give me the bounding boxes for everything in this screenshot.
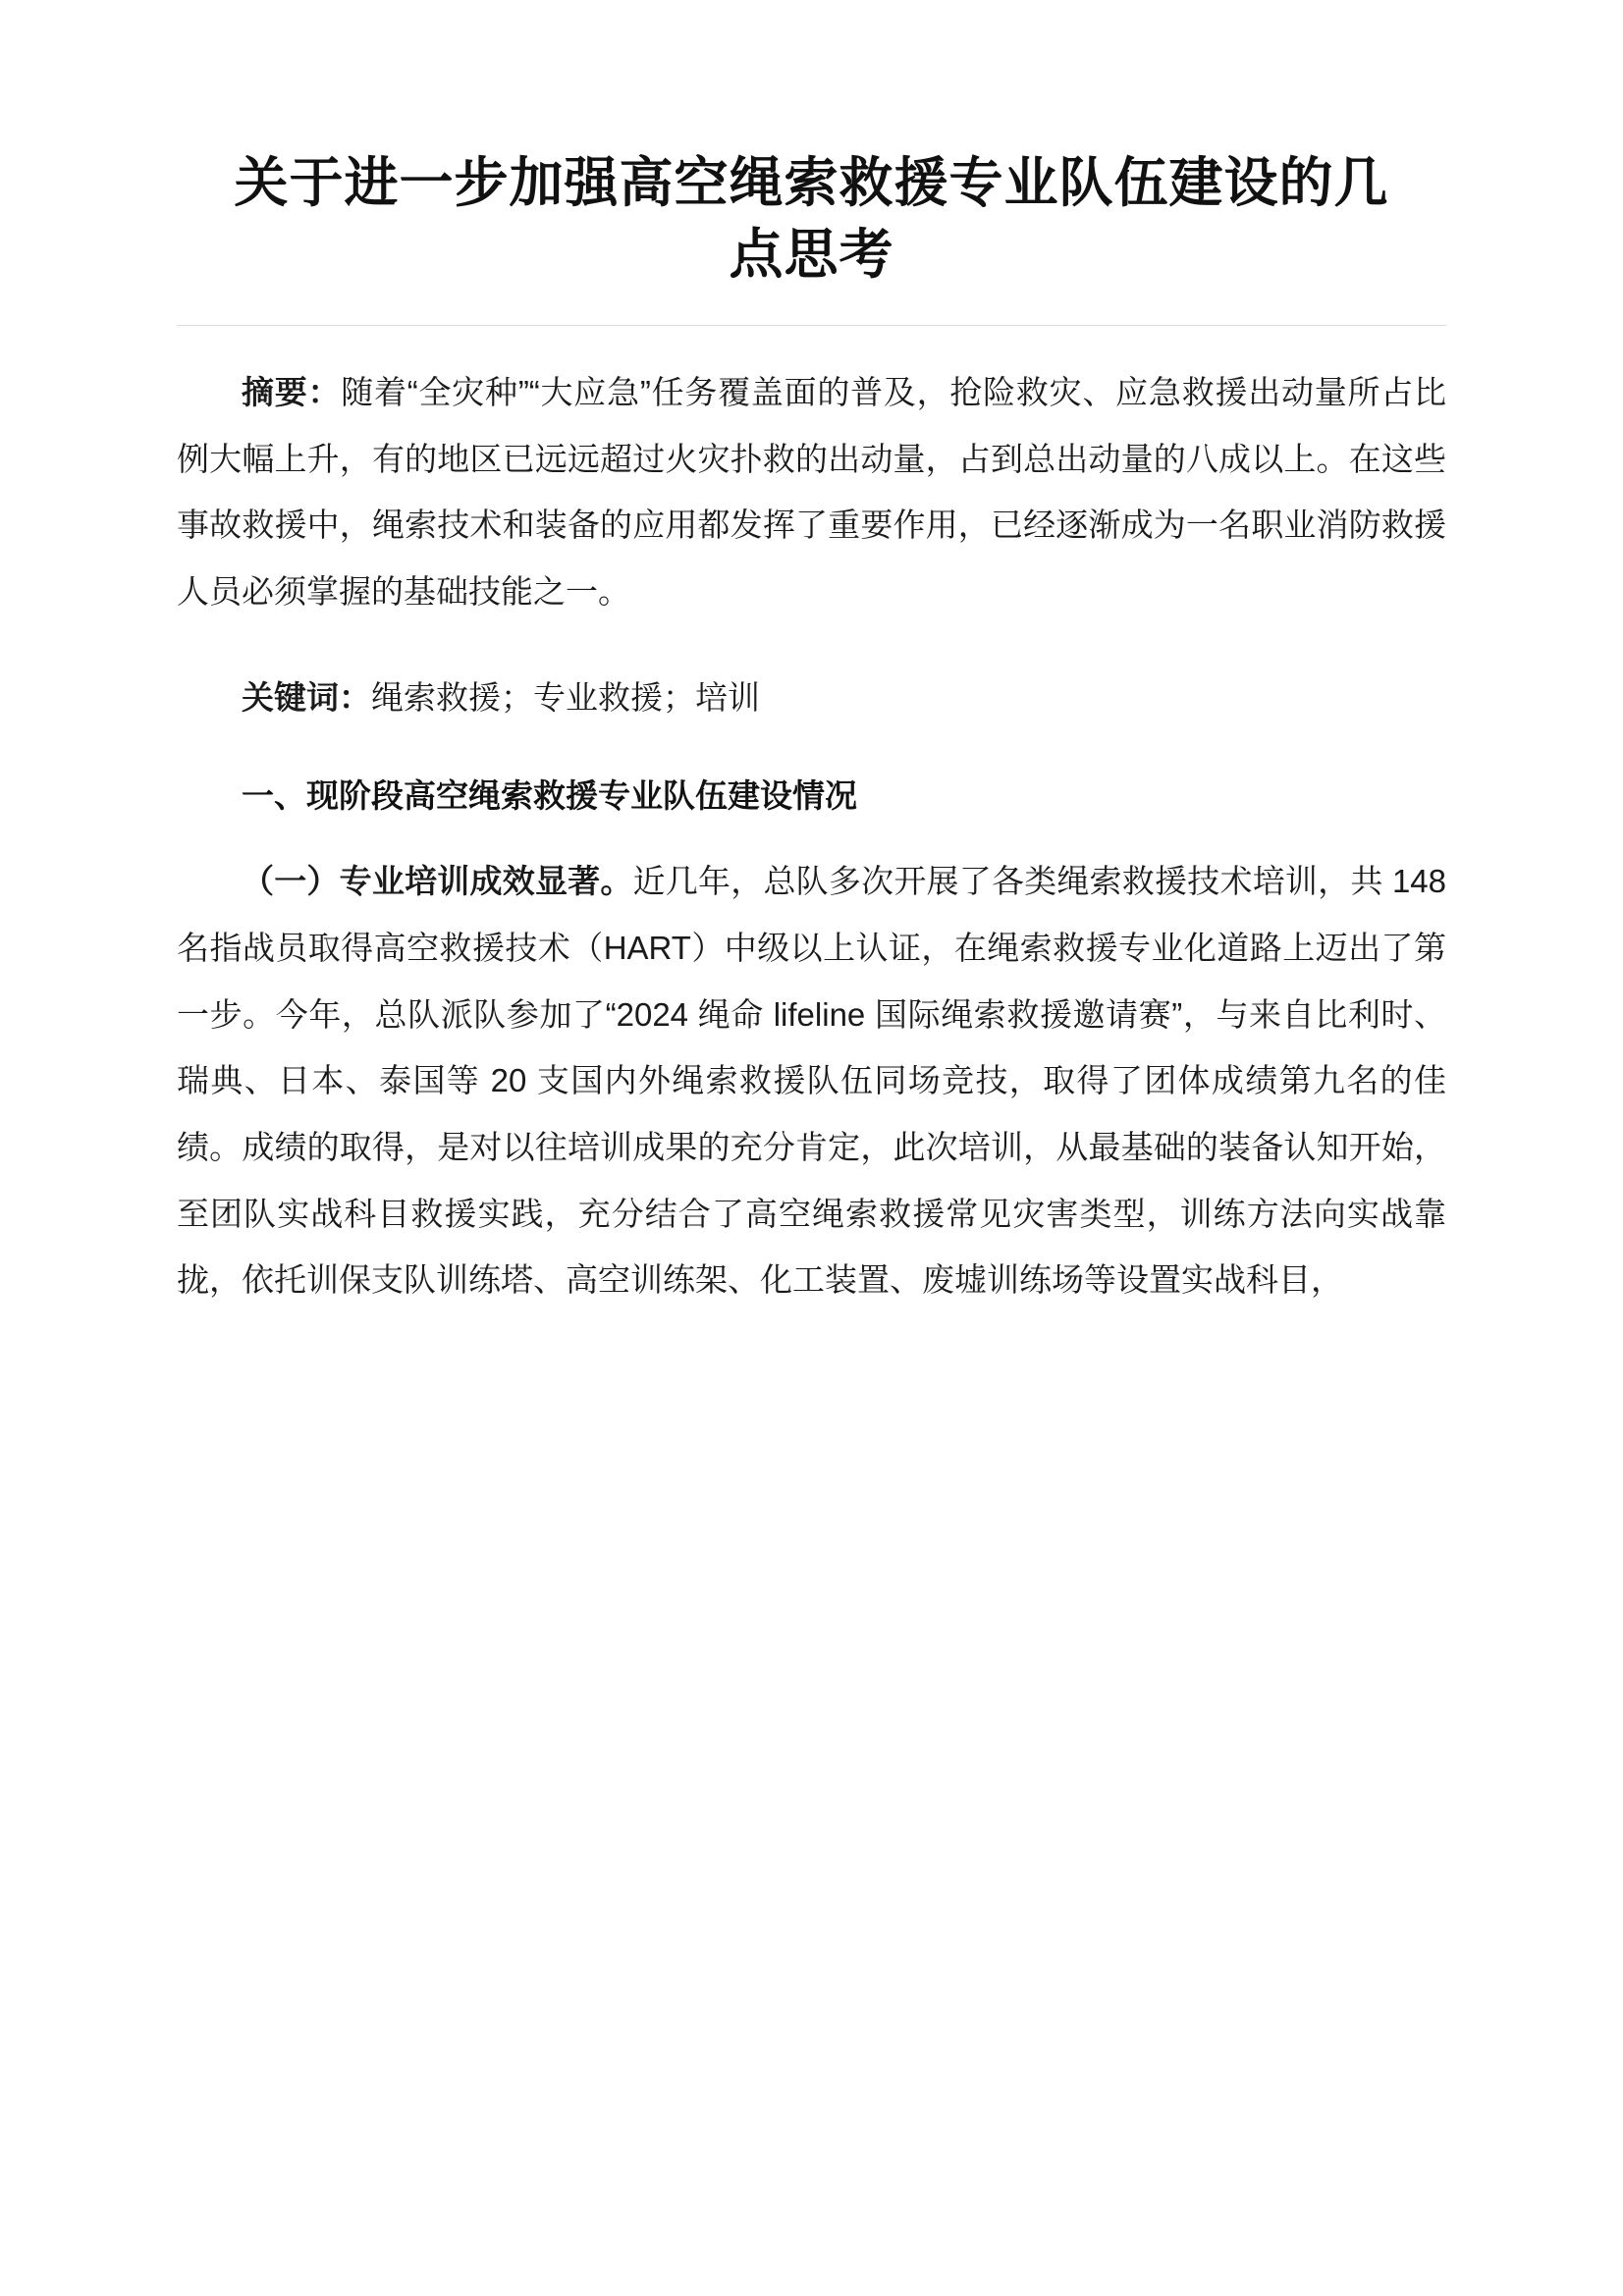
subsection-paragraph-1	[177, 848, 1446, 1312]
subsection-text-1: 近几年，总队多次开展了各类绳索救援技术培训，共 148 名指战员取得高空救援技术（HART）中级以上认证，在绳索救援专业化道路上迈出了第一步。今年，总队派队参加了“2024 绳命 lifeline 国际绳索救援邀请赛”，与来自比利时、瑞典、日本、泰国等 20 支国内外绳索救援队伍同场竞技，取得了团体成绩第九名的佳绩。成绩的取得，是对以往培训成果的充分肯定，此次培训，从最基础的装备认知开始，至团队实战科目救援实践，充分结合了高空绳索救援常见灾害类型，训练方法向实战靠拢，依托训保支队训练塔、高空训练架、化工装置、废墟训练场等设置实战科目，	[177, 863, 1446, 1299]
section-heading-1: 一、现阶段高空绳索救援专业队伍建设情况	[242, 777, 857, 815]
page-title: 关于进一步加强高空绳索救援专业队伍建设的几点思考	[234, 152, 1389, 285]
keywords-label: 关键词：	[242, 678, 371, 716]
keywords-text: 绳索救援；专业救援；培训	[371, 678, 760, 716]
spacer	[177, 651, 1446, 665]
subsection-lead-1: （一）专业培训成效显著。	[242, 863, 633, 900]
abstract-paragraph	[177, 359, 1446, 625]
abstract-label: 摘要：	[242, 374, 342, 411]
keywords-paragraph	[177, 665, 1446, 731]
abstract-text: 随着“全灾种”“大应急”任务覆盖面的普及，抢险救灾、应急救援出动量所占比例大幅上升，有的地区已远远超过火灾扑救的出动量，占到总出动量的八成以上。在这些事故救援中，绳索技术和装备的应用都发挥了重要作用，已经逐渐成为一名职业消防救援人员必须掌握的基础技能之一。	[177, 374, 1446, 611]
title-divider	[177, 325, 1446, 326]
